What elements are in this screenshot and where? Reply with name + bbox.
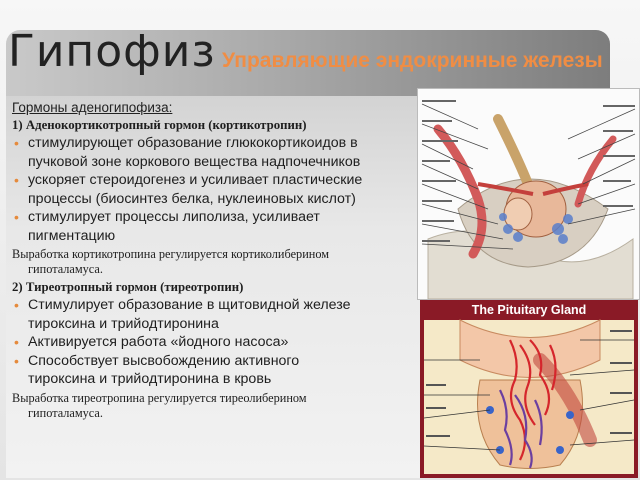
list-item-text: процессы (биосинтез белка, нуклеиновых кислот) xyxy=(28,190,356,207)
hormone-2-list xyxy=(12,297,420,388)
bullet-icon: • xyxy=(14,334,19,350)
list-item-text: пигментацию xyxy=(28,227,116,244)
hormone-2-heading: 2) Тиреотропный гормон (тиреотропин) xyxy=(12,280,244,294)
list-item-text: пучковой зоне коркового вещества надпочечников xyxy=(28,153,361,170)
list-item-text: стимулирует процессы липолиза, усиливает xyxy=(28,209,320,225)
list-item xyxy=(12,172,420,189)
hormone-1-list xyxy=(12,135,420,244)
pituitary-anatomy-illustration xyxy=(417,88,640,300)
section-heading: Гормоны аденогипофиза: xyxy=(12,100,173,115)
list-item-text: стимулирующет образование глюкокортикоидов в xyxy=(28,135,358,151)
diagram-title: The Pituitary Gland xyxy=(471,303,587,317)
bullet-icon: • xyxy=(14,172,19,188)
note-line: Выработка тиреотропина регулируется тиреолиберином xyxy=(12,390,307,405)
anatomy-drawing xyxy=(418,89,639,299)
list-item-text: Способствует высвобождению активного xyxy=(28,352,300,369)
pituitary-gland-diagram xyxy=(420,300,638,478)
hormone-1-note xyxy=(12,247,420,277)
slide-content xyxy=(12,100,420,424)
list-item xyxy=(12,209,420,226)
note-line: гипоталамуса. xyxy=(28,262,103,276)
list-item-continuation xyxy=(12,316,420,333)
hormone-2-note xyxy=(12,391,420,421)
list-item-text: тироксина и трийодтиронина в кровь xyxy=(28,371,272,387)
bullet-icon: • xyxy=(14,209,19,225)
list-item-text: Стимулирует образование в щитовидной железе xyxy=(28,297,351,313)
list-item xyxy=(12,135,420,152)
list-item-continuation xyxy=(12,371,420,388)
list-item-text: ускоряет стероидогенез и усиливает пластические xyxy=(28,172,363,188)
gland-drawing xyxy=(420,300,638,478)
list-item xyxy=(12,334,420,351)
list-item xyxy=(12,297,420,314)
bullet-icon: • xyxy=(14,297,19,313)
list-item-text: Активируется работа «йодного насоса» xyxy=(28,334,289,350)
list-item-text: тироксина и трийодтиронина xyxy=(28,315,219,332)
list-item-continuation xyxy=(12,191,420,208)
note-line: Выработка кортикотропина регулируется кортиколиберином xyxy=(12,247,330,261)
list-item xyxy=(12,353,420,370)
bullet-icon: • xyxy=(14,352,19,369)
hormone-1-heading: 1) Аденокортикотропный гормон (кортикотропин) xyxy=(12,118,307,132)
bullet-icon: • xyxy=(14,135,19,151)
slide-subtitle: Управляющие эндокринные железы xyxy=(222,49,603,72)
list-item-continuation xyxy=(12,228,420,245)
list-item-continuation xyxy=(12,154,420,171)
note-line: гипоталамуса. xyxy=(28,405,103,420)
slide-title: Гипофиз xyxy=(8,26,216,77)
